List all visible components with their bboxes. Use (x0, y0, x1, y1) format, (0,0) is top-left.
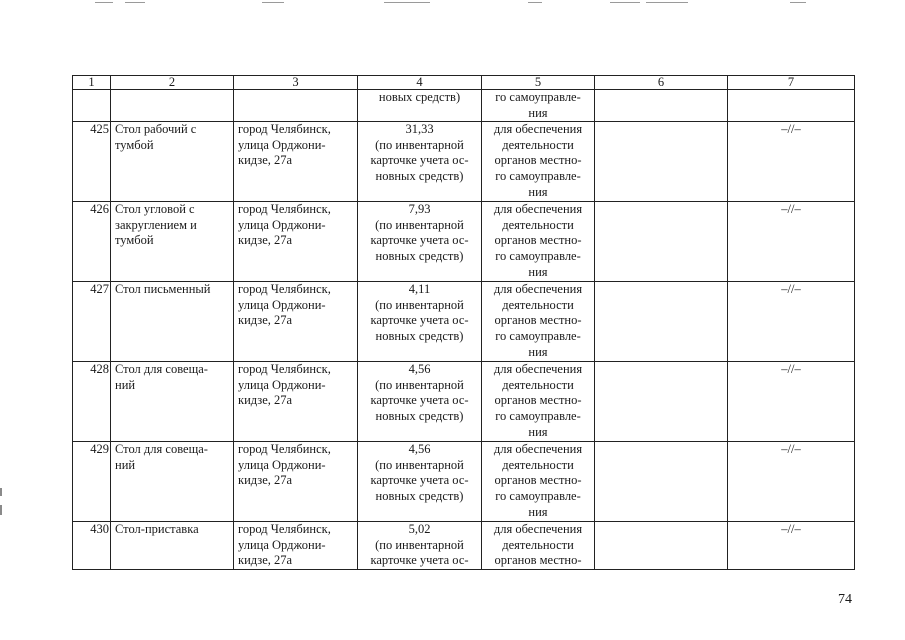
item-value-line: 31,33 (405, 122, 434, 137)
row-number: 430 (73, 522, 111, 570)
item-value-line: 7,93 (408, 202, 431, 217)
ditto-mark (728, 90, 855, 122)
row-number: 425 (73, 122, 111, 202)
table-row (73, 282, 855, 362)
table-row (73, 122, 855, 202)
item-purpose (482, 202, 595, 282)
item-purpose-line: го самоуправле- (495, 248, 581, 263)
ditto-mark: –//– (728, 122, 855, 202)
item-address (234, 522, 358, 570)
column-header: 1 (73, 76, 111, 90)
item-value-line: карточке учета ос- (370, 393, 469, 408)
item-purpose-line: ния (528, 504, 548, 519)
item-address-line: город Челябинск, (238, 282, 331, 297)
column-header: 5 (482, 76, 595, 90)
item-name-line: тумбой (115, 233, 154, 248)
item-address (234, 442, 358, 522)
item-value-line: (по инвентарной (375, 217, 464, 232)
column-header: 3 (234, 76, 358, 90)
item-purpose-line: деятельности (502, 457, 574, 472)
item-name-line: Стол-приставка (115, 522, 199, 537)
item-purpose-line: органов местно- (494, 233, 582, 248)
item-purpose-line: ния (528, 264, 548, 279)
item-address (234, 122, 358, 202)
item-value-line: новных средств) (375, 248, 464, 263)
item-value-line: карточке учета ос- (370, 233, 469, 248)
item-value-line: новых средств) (378, 90, 461, 104)
item-value (358, 522, 482, 570)
item-purpose-line: го самоуправле- (495, 90, 581, 104)
ditto-mark: –//– (728, 442, 855, 522)
item-name (111, 522, 234, 570)
ditto-mark: –//– (728, 202, 855, 282)
item-value-line: (по инвентарной (375, 537, 464, 552)
item-address-line: кидзе, 27а (238, 313, 293, 328)
item-purpose-line: го самоуправле- (495, 488, 581, 503)
item-name (111, 202, 234, 282)
item-name-line: Стол угловой с (115, 202, 195, 217)
item-address (234, 202, 358, 282)
item-purpose-line: деятельности (502, 217, 574, 232)
item-name-line: Стол для совеща- (115, 362, 208, 377)
row-number: 429 (73, 442, 111, 522)
item-address-line: улица Орджони- (238, 457, 326, 472)
column-header: 2 (111, 76, 234, 90)
item-address-line: улица Орджони- (238, 217, 326, 232)
item-purpose-line: го самоуправле- (495, 168, 581, 183)
item-value-line: 4,11 (408, 282, 431, 297)
item-purpose-line: органов местно- (494, 153, 582, 168)
item-name-line: ний (115, 457, 136, 472)
item-address (234, 90, 358, 122)
item-value-line: карточке учета ос- (370, 473, 469, 488)
scan-artifacts (0, 0, 905, 6)
ditto-mark: –//– (728, 522, 855, 570)
item-address-line: улица Орджони- (238, 377, 326, 392)
item-value-line: (по инвентарной (375, 457, 464, 472)
item-address-line: город Челябинск, (238, 122, 331, 137)
table-row (73, 362, 855, 442)
item-purpose (482, 362, 595, 442)
item-purpose-line: органов местно- (494, 553, 582, 568)
item-address (234, 282, 358, 362)
item-purpose (482, 442, 595, 522)
item-value-line: карточке учета ос- (370, 313, 469, 328)
item-name-line: Стол рабочий с (115, 122, 197, 137)
item-value-line: карточке учета ос- (370, 553, 469, 568)
row-number: 426 (73, 202, 111, 282)
item-purpose (482, 522, 595, 570)
column-6-cell (595, 90, 728, 122)
property-table (72, 75, 855, 570)
item-address-line: кидзе, 27а (238, 233, 293, 248)
table-row (73, 442, 855, 522)
item-value-line: (по инвентарной (375, 377, 464, 392)
column-6-cell (595, 122, 728, 202)
item-address-line: кидзе, 27а (238, 553, 293, 568)
item-value-line: 4,56 (408, 442, 431, 457)
item-address-line: город Челябинск, (238, 522, 331, 537)
item-purpose (482, 90, 595, 122)
item-address (234, 362, 358, 442)
table-row (73, 202, 855, 282)
item-value-line: карточке учета ос- (370, 153, 469, 168)
item-value-line: 5,02 (408, 522, 431, 537)
item-purpose-line: деятельности (502, 297, 574, 312)
item-address-line: улица Орджони- (238, 297, 326, 312)
item-purpose-line: для обеспечения (493, 282, 583, 297)
item-purpose-line: органов местно- (494, 473, 582, 488)
ditto-mark: –//– (728, 282, 855, 362)
page-number: 74 (838, 592, 852, 607)
table-row (73, 522, 855, 570)
column-header: 7 (728, 76, 855, 90)
item-address-line: улица Орджони- (238, 537, 326, 552)
item-name (111, 442, 234, 522)
column-header: 6 (595, 76, 728, 90)
item-purpose-line: ния (528, 344, 548, 359)
item-value (358, 282, 482, 362)
item-purpose-line: органов местно- (494, 313, 582, 328)
row-number (73, 90, 111, 122)
item-address-line: город Челябинск, (238, 362, 331, 377)
row-number: 427 (73, 282, 111, 362)
column-6-cell (595, 202, 728, 282)
item-value (358, 362, 482, 442)
item-value (358, 122, 482, 202)
column-number-row (73, 76, 855, 90)
item-address-line: город Челябинск, (238, 202, 331, 217)
ditto-mark: –//– (728, 362, 855, 442)
item-value-line: 4,56 (408, 362, 431, 377)
item-address-line: город Челябинск, (238, 442, 331, 457)
item-value (358, 202, 482, 282)
item-purpose-line: деятельности (502, 137, 574, 152)
item-value-line: (по инвентарной (375, 297, 464, 312)
item-value-line: новных средств) (375, 328, 464, 343)
item-purpose-line: ния (528, 184, 548, 199)
item-purpose (482, 282, 595, 362)
item-name-line: Стол для совеща- (115, 442, 208, 457)
item-purpose-line: органов местно- (494, 393, 582, 408)
item-address-line: кидзе, 27а (238, 153, 293, 168)
column-6-cell (595, 442, 728, 522)
item-purpose-line: го самоуправле- (495, 328, 581, 343)
item-purpose-line: для обеспечения (493, 122, 583, 137)
scan-edge-mark (0, 488, 2, 496)
item-name (111, 90, 234, 122)
item-value (358, 442, 482, 522)
item-purpose-line: для обеспечения (493, 362, 583, 377)
item-address-line: кидзе, 27а (238, 393, 293, 408)
item-purpose-line: деятельности (502, 377, 574, 392)
item-address-line: кидзе, 27а (238, 473, 293, 488)
item-name (111, 362, 234, 442)
item-name-line: Стол письменный (115, 282, 211, 297)
item-purpose-line: для обеспечения (493, 522, 583, 537)
item-address-line: улица Орджони- (238, 137, 326, 152)
item-name (111, 282, 234, 362)
item-name-line: ний (115, 377, 136, 392)
item-purpose-line: для обеспечения (493, 442, 583, 457)
item-purpose-line: ния (528, 105, 548, 120)
scan-edge-mark (0, 505, 2, 515)
item-value-line: новных средств) (375, 488, 464, 503)
item-purpose-line: для обеспечения (493, 202, 583, 217)
column-header: 4 (358, 76, 482, 90)
item-purpose (482, 122, 595, 202)
item-value (358, 90, 482, 122)
item-purpose-line: ния (528, 424, 548, 439)
item-value-line: новных средств) (375, 168, 464, 183)
item-purpose-line: деятельности (502, 537, 574, 552)
item-name-line: закруглением и (115, 217, 197, 232)
column-6-cell (595, 522, 728, 570)
column-6-cell (595, 362, 728, 442)
row-number: 428 (73, 362, 111, 442)
column-6-cell (595, 282, 728, 362)
table-row (73, 90, 855, 122)
item-value-line: (по инвентарной (375, 137, 464, 152)
item-value-line: новных средств) (375, 408, 464, 423)
item-name (111, 122, 234, 202)
item-purpose-line: го самоуправле- (495, 408, 581, 423)
item-name-line: тумбой (115, 137, 154, 152)
